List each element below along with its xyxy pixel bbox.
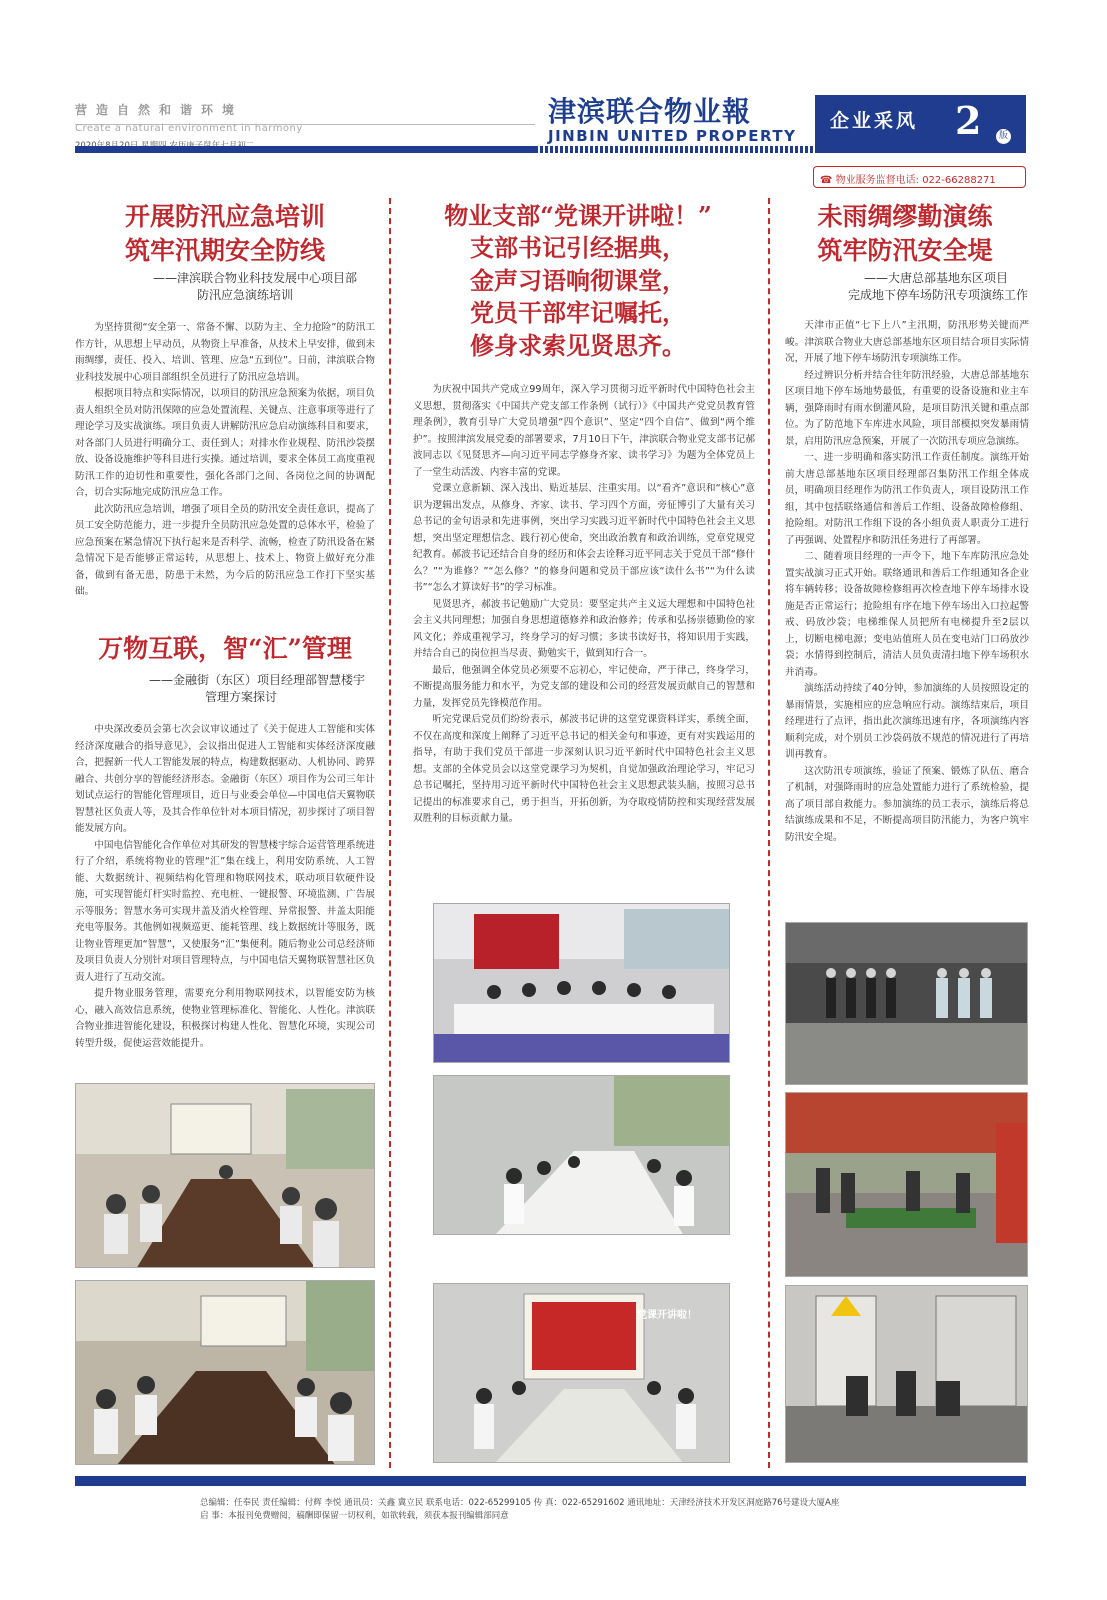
paragraph: 此次防汛应急培训，增强了项目全员的防汛安全责任意识，提高了员工安全防范能力，进一步提升全员防汛应急处置的总体水平，检验了应急预案在紧急情况下执行起来是否科学、流畅，检查了防汛设备在紧急情况下是否能够正常运转，从思想上、技术上、物资上做好充分准备，做到有备无患，防患于未然，为今后的防汛应急工作打下坚实基础。 <box>75 503 375 597</box>
paragraph: 演练活动持续了40分钟，参加演练的人员按照设定的暴雨情景，实施相应的应急响应行动。演练结束后，项目经理进行了点评，指出此次演练迅速有序，各项演练内容顺利完成，对个别员工沙袋码放不规范的情况进行了再培训再教育。 <box>785 683 1029 760</box>
paragraph: 见贤思齐，郝波书记勉励广大党员：要坚定共产主义远大理想和中国特色社会主义共同理想；加强自身思想道德修养和政治修养；传承和弘扬崇德勤俭的家风文化；养成重视学习，终身学习的好习惯；多读书读好书，将知识用于实践，并结合自己的岗位担当尽责、勤勉实干，做到知行合一。 <box>413 598 755 659</box>
subtitle-line: ——津滨联合物业科技发展中心项目部 <box>152 270 357 285</box>
newspaper-logo-english: JINBIN UNITED PROPERTY <box>548 127 797 145</box>
headline-line: 筑牢防汛安全堤 <box>817 235 993 265</box>
paragraph: 最后，他强调全体党员必须要不忘初心，牢记使命，严于律己，终身学习，不断提高服务能力和水平，为党支部的建设和公司的经营发展贡献自己的智慧和力量，发挥党员先锋模范作用。 <box>413 664 755 709</box>
article-body <box>75 722 375 1070</box>
photo-substation <box>785 1285 1028 1463</box>
paragraph: 天津市正值“七下上八”主汛期，防汛形势关键而严峻。津滨联合物业大唐总部基地东区项目结合项目实际情况，开展了地下停车场防汛专项演练工作。 <box>785 320 1029 364</box>
headline-line: 开展防汛应急培训 <box>124 202 325 231</box>
headline-line: 党员干部牢记嘱托， <box>470 298 686 328</box>
slogan: 营造自然和谐环境 <box>75 103 244 117</box>
article-body <box>75 320 375 601</box>
headline-line: 支部书记引经据典， <box>470 233 686 263</box>
paragraph: 提升物业服务管理，需要充分利用物联网技术，以智能安防为核心，融入高效信息系统，使物业管理标准化、智能化、人性化。津滨联合物业推进智能化建设，积极探讨构建人性化、智慧化环境，实现公司转型升级，促使运营效能提升。 <box>75 988 375 1049</box>
page-number: 2 <box>955 98 982 143</box>
subtitle-line: 防汛应急演练培训 <box>196 287 293 302</box>
article-flood-training <box>75 200 375 304</box>
article-body <box>413 382 755 824</box>
headline-line: 物业支部“党课开讲啦！” <box>444 201 712 230</box>
article-party-lecture <box>398 200 758 362</box>
headline-line: 修身求索见贤思齐。 <box>470 330 686 360</box>
footer-credits: 总编辑：任奉民 责任编辑：付辉 李悦 通讯员：关鑫 冀立民 联系电话：022-65299105 传 真：022-65291602 通讯地址：天津经济技术开发区洞庭路76号建设大厦A座 <box>200 1498 840 1508</box>
article-body <box>785 318 1029 913</box>
column-divider <box>768 198 770 1468</box>
masthead-stripe <box>535 146 815 153</box>
photo-meeting-room <box>75 1083 375 1268</box>
slogan-english: Create a natural environment in harmony <box>75 123 303 134</box>
paragraph: 中央深改委员会第七次会议审议通过了《关于促进人工智能和实体经济深度融合的指导意见》，会议指出促进人工智能和实体经济深度融合，把握新一代人工智能发展的特点，构建数据驱动、人机协同、跨界融合、共创分享的智能经济形态。金融街（东区）项目作为公司三年计划试点运行的智能化管理项目，近日与业委会单位—中国电信天翼物联智慧社区负责人等，及其合作单位针对本项目情况，初步探讨了项目智能发展方向。 <box>75 724 375 834</box>
paragraph: 党课立意新颖、深入浅出、贴近基层、注重实用。以“看齐”意识和“核心”意识为逻辑出发点，从修身、齐家、读书、学习四个方面，旁征博引了大量有关习总书记的金句语录和先进事例，突出学习实践习近平新时代中国特色社会主义思想，突出坚定理想信念、践行初心使命，突出政治教育和政治训练，党章党规党纪教育。郝波书记还结合自身的经历和体会去诠释习近平同志关于党员干部“修什么？”“为谁修？”“怎么修？”的修身问题和党员干部应该“读什么书”“为什么读书”“怎么才算读好书”的学习标准。 <box>413 483 755 593</box>
paragraph: 中国电信智能化合作单位对其研发的智慧楼宇综合运营管理系统进行了介绍，系统将物业的管理“汇”集在线上，利用安防系统、人工智能、大数据统计、视频结构化管理和物联网技术，联动项目软硬件设施，可实现智能灯杆实时监控、充电桩、一键报警、环境监测、广告展示等服务；智慧水务可实现井盖及消火栓管理、异常报警、井盖太阳能充电等服务。其他例如视频巡更、能耗管理、线上数据统计等服务，既让物业管理更加“智慧”，又使服务“汇”集便利。随后物业公司总经济师及项目负责人分别针对项目管理特点，与中国电信天翼物联智慧社区负责人进行了互动交流。 <box>75 839 375 983</box>
photo-meeting-room <box>75 1280 375 1465</box>
page-unit-badge: 版 <box>996 129 1011 144</box>
slide-title: 党课开讲啦！ <box>637 1310 697 1321</box>
paragraph: 这次防汛专项演练，验证了预案、锻炼了队伍、磨合了机制，对强降雨时的应急处置能力进行了系统检验，提高了项目部自救能力。参加演练的员工表示，演练后将总结演练成果和不足，不断提高项目防汛能力，为客户筑牢防汛安全堤。 <box>785 765 1029 843</box>
subtitle-line: 管理方案探讨 <box>204 690 277 705</box>
subtitle-line: ——大唐总部基地东区项目 <box>863 270 1008 285</box>
headline: 万物互联，智“汇”管理 <box>98 634 352 663</box>
subtitle-line: ——金融街（东区）项目经理部智慧楼宇 <box>148 672 365 687</box>
paragraph: 听完党课后党员们纷纷表示，郝波书记讲的这堂党课资料详实，系统全面，不仅在高度和深度上阐释了习近平总书记的相关金句和事迹，更有对实践运用的指导，有助于我们党员干部进一步深刻认识习近平新时代中国特色社会主义思想。支部的全体党员会以这堂党课学习为契机，自觉加强政治理论学习，牢记习总书记嘱托，坚持用习近平新时代中国特色社会主义思想武装头脑，按照习总书记提出的标准要求自己，勇于担当，开拓创新，为夺取疫情防控和实现经营发展双胜利的目标贡献力量。 <box>413 714 755 824</box>
headline-line: 金声习语响彻课堂， <box>470 265 686 295</box>
photo-sandbags <box>785 1092 1028 1277</box>
photo-party-class <box>433 1283 730 1463</box>
hotline-text: 物业服务监督电话: 022-66288271 <box>835 175 996 186</box>
column-divider <box>389 198 391 1468</box>
paragraph: 一、进一步明确和落实防汛工作责任制度。演练开始前大唐总部基地东区项目经理部召集防汛工作组全体成员，明确项目经理作为防汛工作负责人，项目设防汛工作组，其中包括联络通信和善后工作组、设备故障检修组、抢险组。对防汛工作组下设的各小组负责人职责分工进行了再强调、处置程序和防汛任务进行了再部署。 <box>785 452 1029 546</box>
footer-notice: 启 事：本报刊免费赠阅，稿酬即保留一切权利，如欲转载，须获本报刊编辑部同意 <box>200 1511 509 1521</box>
phone-icon: ☎ <box>820 175 836 186</box>
photo-parking-garage <box>785 922 1028 1085</box>
section-title: 企业采风 <box>830 110 919 132</box>
footer-bar <box>75 1476 1026 1486</box>
paragraph: 经过辨识分析并结合往年防汛经验，大唐总部基地东区项目地下停车场地势最低，有重要的设备设施和业主车辆，强降雨时有雨水倒灌风险，是项目防汛关键和重点部位。为了防范地下车库进水风险，项目部模拟突发暴雨情景，启用防汛应急预案，开展了一次防汛专项应急演练。 <box>785 369 1029 447</box>
photo-party-class <box>433 1075 730 1235</box>
photo-party-class <box>433 903 730 1063</box>
subtitle-line: 完成地下停车场防汛专项演练工作 <box>847 287 1028 302</box>
headline-line: 未雨绸缪勤演练 <box>817 202 993 231</box>
paragraph: 二、随着项目经理的一声令下，地下车库防汛应急处置实战演习正式开始。联络通讯和善后工作组通知各企业将车辆转移；设备故障检修组再次检查地下停车场排水设施是否正常运行；抢险组有序在地下停车场出入口拉起警戒、码放沙袋；电梯维保人员把所有电梯提升至2层以上，切断电梯电源；变电站值班人员在变电站门口码放沙袋；水情得到控制后，清洁人员负责清扫地下停车场积水并消毒。 <box>785 551 1029 678</box>
paragraph: 为庆祝中国共产党成立99周年，深入学习贯彻习近平新时代中国特色社会主义思想，贯彻落实《中国共产党支部工作条例（试行）》《中国共产党党员教育管理条例》，教育引导广大党员增强“四个意识”、坚定“四个自信”、做到“两个维护”。按照津滨发展党委的部署要求，7月10日下午，津滨联合物业党支部书记郝波同志以《见贤思齐—向习近平同志学修身齐家、读书学习》为题为全体党员上了一堂生动活泼、内容丰富的党课。 <box>413 384 755 478</box>
headline-line: 筑牢汛期安全防线 <box>124 235 325 265</box>
newspaper-logo: 津滨联合物业報 <box>548 95 752 128</box>
hotline-box <box>813 166 1026 188</box>
paragraph: 为坚持贯彻“安全第一、常备不懈、以防为主、全力抢险”的防汛工作方针，从思想上早动员，从物资上早准备，从技术上早安排，做到未雨绸缪，责任、投入、培训、管理、应急“五到位”。日前，津滨联合物业科技发展中心项目部组织全员进行了防汛应急培训。 <box>75 322 375 383</box>
paragraph: 根据项目特点和实际情况，以项目的防汛应急预案为依据，项目负责人组织全员对防汛保障的应急处置流程、关键点、注意事项等进行了理论学习及实战演练。项目负责人讲解防汛应急启动演练科目和要求，对各部门人员进行明确分工、责任到人；对排水作业规程、防汛沙袋摆放、设备设施维护等科目进行实操。通过培训，要求全体员工高度重视防汛工作的迫切性和重要性，强化各部门之间、各岗位之间的协调配合，切合实际地完成防汛应急工作。 <box>75 388 375 498</box>
article-parking-drill <box>780 200 1030 304</box>
article-smart-building <box>75 632 375 707</box>
